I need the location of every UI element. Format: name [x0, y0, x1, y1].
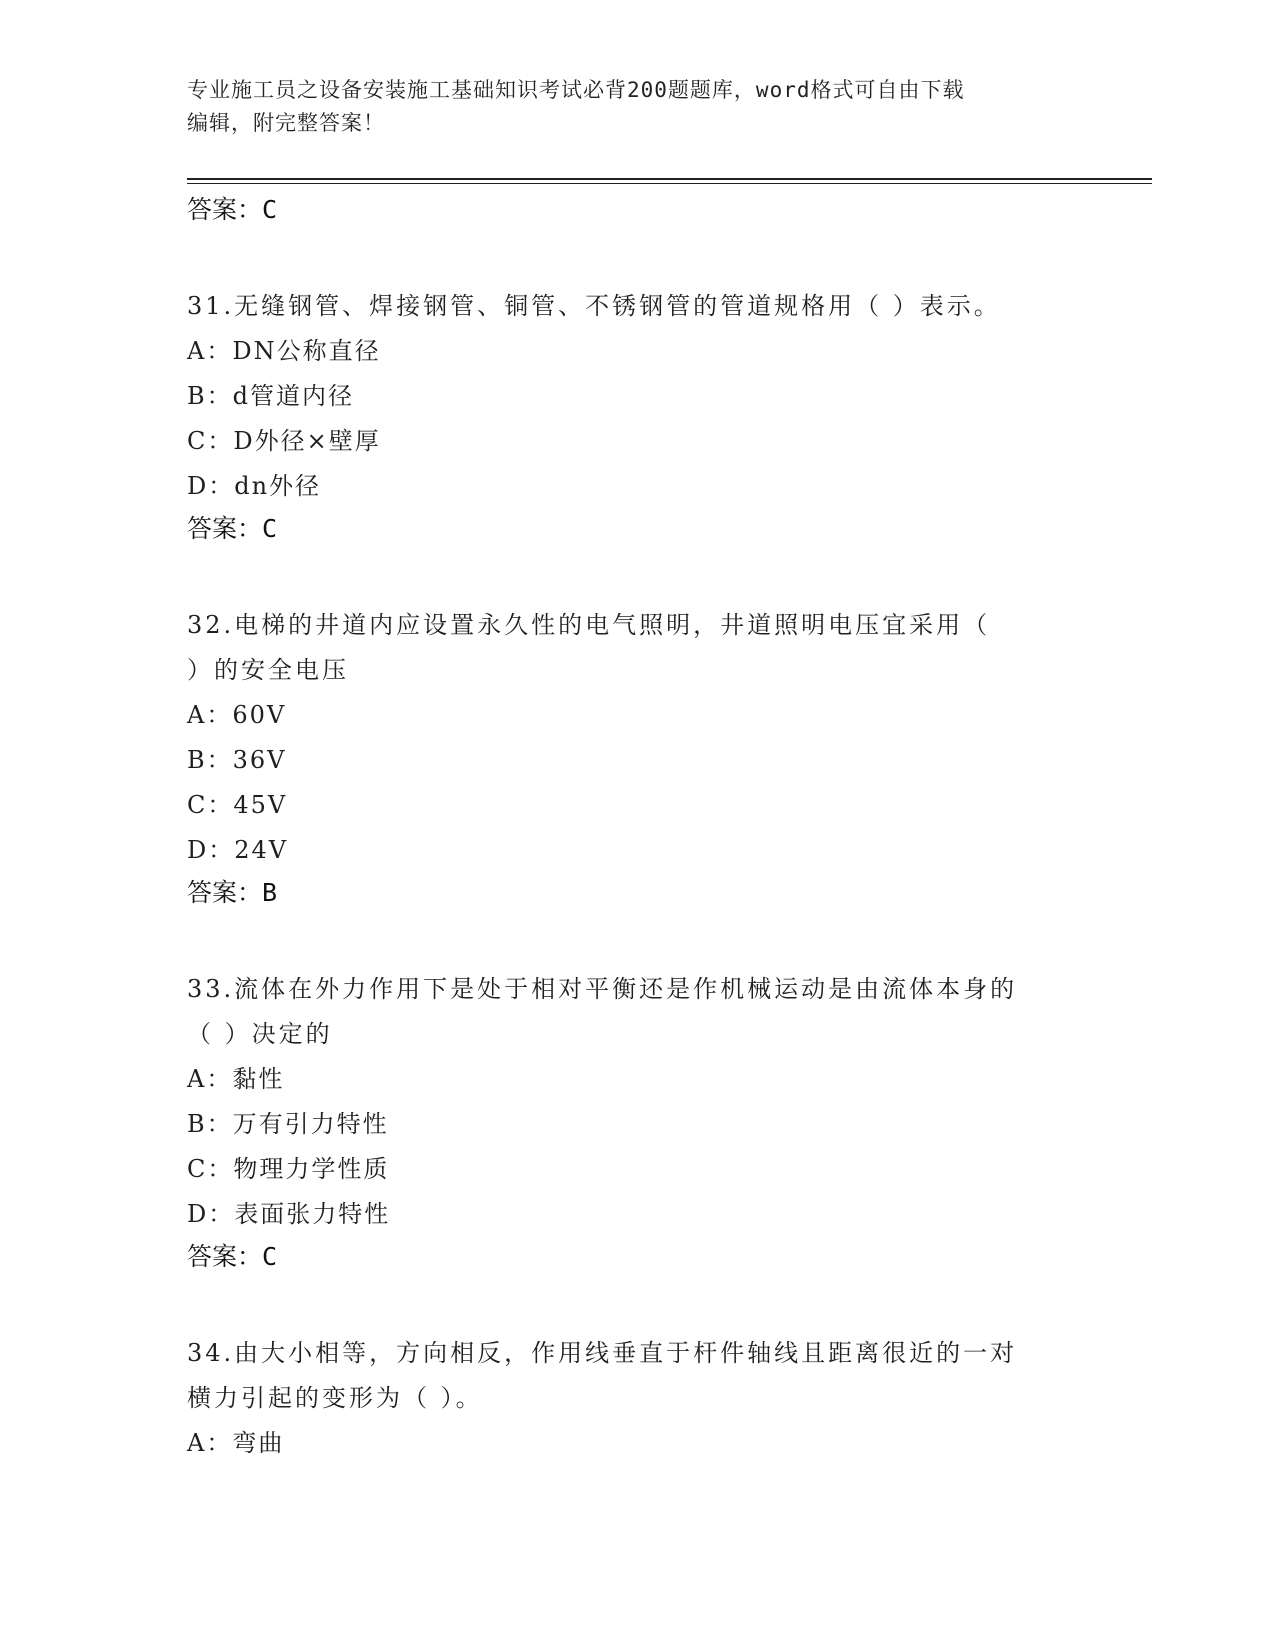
answer-label: 答案：B [187, 878, 278, 907]
answer-label: 答案：C [187, 1242, 278, 1271]
option-a: A：60V [187, 701, 287, 729]
option-b: B：36V [187, 746, 287, 774]
option-a: A：DN公称直径 [187, 337, 381, 365]
question-33 [187, 967, 1087, 1283]
header-divider [187, 178, 1152, 184]
page-header [187, 74, 1067, 140]
option-b: B：万有引力特性 [187, 1110, 389, 1138]
question-text-continued: （ ）决定的 [187, 1020, 333, 1048]
option-d: D：dn外径 [187, 472, 322, 500]
answer-label: 答案：C [187, 514, 278, 543]
question-32 [187, 603, 1087, 919]
question-list [187, 190, 1087, 1466]
question-31 [187, 284, 1087, 555]
question-text: 31.无缝钢管、焊接钢管、铜管、不锈钢管的管道规格用（ ）表示。 [187, 292, 1001, 320]
option-d: D：表面张力特性 [187, 1200, 391, 1228]
answer-label: 答案：C [187, 195, 278, 224]
question-text: 32.电梯的井道内应设置永久性的电气照明，井道照明电压宜采用（ [187, 611, 991, 639]
header-line-1: 专业施工员之设备安装施工基础知识考试必背200题题库，word格式可自由下载 [187, 78, 965, 102]
header-line-2: 编辑，附完整答案！ [187, 111, 385, 135]
option-a: A：弯曲 [187, 1429, 285, 1457]
question-text-continued: ）的安全电压 [187, 656, 349, 684]
option-d: D：24V [187, 836, 289, 864]
option-b: B：d管道内径 [187, 382, 354, 410]
option-a: A：黏性 [187, 1065, 285, 1093]
question-text: 33.流体在外力作用下是处于相对平衡还是作机械运动是由流体本身的 [187, 975, 1018, 1003]
question-34 [187, 1331, 1087, 1466]
option-c: C：物理力学性质 [187, 1155, 390, 1183]
question-text-continued: 横力引起的变形为（ ）。 [187, 1384, 483, 1412]
option-c: C：45V [187, 791, 288, 819]
question-text: 34.由大小相等，方向相反，作用线垂直于杆件轴线且距离很近的一对 [187, 1339, 1018, 1367]
option-c: C：D外径×壁厚 [187, 427, 381, 455]
